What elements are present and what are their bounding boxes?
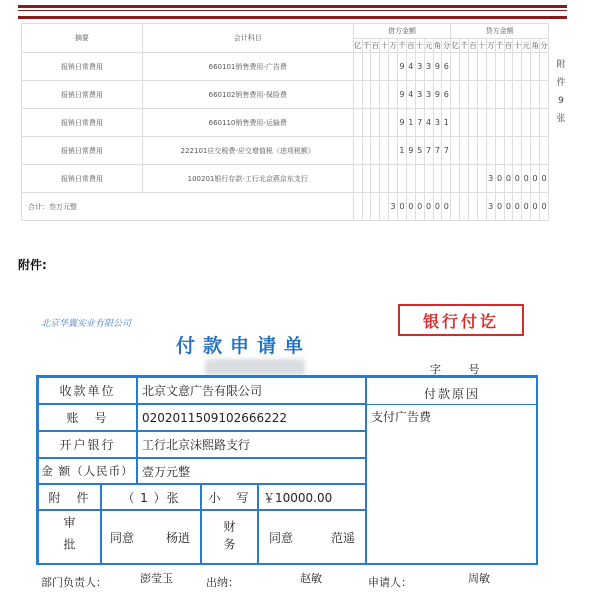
total-credit-digit xyxy=(460,193,469,221)
digit-unit-header: 百 xyxy=(504,39,513,53)
debit-digit: 3 xyxy=(424,81,433,109)
credit-digit xyxy=(495,109,504,137)
credit-digit xyxy=(531,53,540,81)
credit-digit xyxy=(486,81,495,109)
account-value: 0202011509102666222 xyxy=(137,404,366,431)
credit-digit xyxy=(504,137,513,165)
debit-digit xyxy=(362,165,371,193)
digit-unit-header: 万 xyxy=(389,39,398,53)
debit-digit: 7 xyxy=(433,137,442,165)
digit-unit-header: 千 xyxy=(495,39,504,53)
form-number-label: 字 号 xyxy=(430,363,492,376)
total-credit-digit: 0 xyxy=(495,193,504,221)
debit-digit xyxy=(389,81,398,109)
debit-digit: 1 xyxy=(442,109,451,137)
debit-digit: 3 xyxy=(433,109,442,137)
credit-digit xyxy=(486,137,495,165)
credit-digit xyxy=(504,53,513,81)
digit-unit-header: 亿 xyxy=(353,39,362,53)
digit-unit-header: 亿 xyxy=(451,39,460,53)
credit-digit xyxy=(540,109,549,137)
debit-digit xyxy=(398,165,407,193)
credit-digit xyxy=(540,81,549,109)
payee-label: 收款单位 xyxy=(38,377,137,404)
credit-digit xyxy=(460,109,469,137)
amount-value: 壹万元整 xyxy=(137,458,366,484)
debit-digit xyxy=(424,165,433,193)
attachment-count-char: 9 xyxy=(558,96,564,106)
payee-value: 北京文意广告有限公司 xyxy=(137,377,366,404)
total-debit-digit xyxy=(362,193,371,221)
voucher-summary: 报销日常费用 xyxy=(22,109,143,137)
debit-digit xyxy=(389,137,398,165)
digit-unit-header: 分 xyxy=(442,39,451,53)
debit-digit: 7 xyxy=(424,137,433,165)
total-credit-digit xyxy=(469,193,478,221)
debit-digit: 3 xyxy=(415,81,424,109)
reason-label: 付款原因 xyxy=(366,377,538,404)
credit-digit xyxy=(522,109,531,137)
voucher-account: 660102销售费用-保险费 xyxy=(142,81,353,109)
digit-unit-header: 千 xyxy=(460,39,469,53)
debit-digit: 9 xyxy=(398,109,407,137)
approval-value: 同意 xyxy=(110,531,135,545)
credit-digit: 0 xyxy=(522,165,531,193)
credit-digit xyxy=(469,137,478,165)
debit-digit xyxy=(353,109,362,137)
credit-digit xyxy=(495,81,504,109)
debit-digit xyxy=(433,165,442,193)
applicant-label: 申请人： xyxy=(368,576,412,589)
debit-digit xyxy=(389,53,398,81)
credit-digit xyxy=(451,165,460,193)
finance-cell xyxy=(258,510,366,565)
voucher-row xyxy=(22,81,549,109)
voucher-summary: 报销日常费用 xyxy=(22,165,143,193)
debit-digit xyxy=(362,137,371,165)
digit-unit-header: 元 xyxy=(424,39,433,53)
credit-digit xyxy=(513,81,522,109)
attachment-count-column xyxy=(552,56,570,128)
debit-digit xyxy=(353,137,362,165)
voucher-row xyxy=(22,109,549,137)
voucher-row xyxy=(22,53,549,81)
total-credit-digit: 0 xyxy=(540,193,549,221)
total-credit-digit: 0 xyxy=(513,193,522,221)
digit-unit-header: 十 xyxy=(380,39,389,53)
debit-digit xyxy=(380,81,389,109)
credit-digit xyxy=(531,81,540,109)
digit-unit-header: 元 xyxy=(522,39,531,53)
credit-digit xyxy=(513,137,522,165)
total-debit-digit: 0 xyxy=(424,193,433,221)
reason-value: 支付广告费 xyxy=(366,404,538,565)
digit-unit-header: 角 xyxy=(433,39,442,53)
credit-digit xyxy=(522,137,531,165)
cashier-label: 出纳： xyxy=(206,576,239,589)
dept-head-label: 部门负责人： xyxy=(41,576,107,589)
debit-digit: 6 xyxy=(442,53,451,81)
digit-unit-header: 百 xyxy=(469,39,478,53)
total-debit-digit: 0 xyxy=(442,193,451,221)
credit-digit xyxy=(531,109,540,137)
total-credit-digit xyxy=(451,193,460,221)
voucher-total-label: 合计：叁万元整 xyxy=(22,193,354,221)
total-credit-digit: 0 xyxy=(522,193,531,221)
credit-digit xyxy=(531,137,540,165)
total-credit-digit: 0 xyxy=(504,193,513,221)
digit-unit-header: 十 xyxy=(513,39,522,53)
debit-digit xyxy=(380,53,389,81)
approval-label: 审批 xyxy=(38,510,101,565)
credit-digit xyxy=(460,165,469,193)
payment-request-form xyxy=(36,375,538,565)
total-credit-digit: 0 xyxy=(531,193,540,221)
credit-digit xyxy=(469,165,478,193)
debit-digit xyxy=(371,137,380,165)
credit-digit xyxy=(451,81,460,109)
credit-digit xyxy=(469,109,478,137)
debit-digit: 1 xyxy=(406,109,415,137)
credit-digit: 0 xyxy=(495,165,504,193)
voucher-head-credit: 贷方金额 xyxy=(451,24,549,39)
debit-digit xyxy=(415,165,424,193)
voucher-summary: 报销日常费用 xyxy=(22,53,143,81)
debit-digit xyxy=(353,165,362,193)
debit-digit xyxy=(380,109,389,137)
debit-digit: 5 xyxy=(415,137,424,165)
digit-unit-header: 千 xyxy=(362,39,371,53)
accounting-voucher-table xyxy=(21,23,549,221)
credit-digit xyxy=(540,53,549,81)
voucher-account: 222101应交税费-应交增值税（进项税额） xyxy=(142,137,353,165)
digit-unit-header: 角 xyxy=(531,39,540,53)
applicant-signature: 周敏 xyxy=(468,572,490,585)
cashier-signature: 赵敏 xyxy=(300,572,322,585)
finance-label: 财务 xyxy=(201,510,258,565)
bank-label: 开户银行 xyxy=(38,431,137,458)
debit-digit xyxy=(371,109,380,137)
debit-digit: 3 xyxy=(424,53,433,81)
credit-digit: 0 xyxy=(504,165,513,193)
digit-unit-header: 十 xyxy=(477,39,486,53)
debit-digit: 9 xyxy=(433,81,442,109)
digit-unit-header: 分 xyxy=(540,39,549,53)
debit-digit xyxy=(362,109,371,137)
credit-digit xyxy=(477,165,486,193)
voucher-account: 660101销售费用-广告费 xyxy=(142,53,353,81)
debit-digit: 1 xyxy=(398,137,407,165)
voucher-row xyxy=(22,165,549,193)
voucher-summary: 报销日常费用 xyxy=(22,137,143,165)
credit-digit xyxy=(513,109,522,137)
bank-value: 工行北京沫熙路支行 xyxy=(137,431,366,458)
debit-digit xyxy=(442,165,451,193)
voucher-account: 660110销售费用-运输费 xyxy=(142,109,353,137)
credit-digit: 0 xyxy=(531,165,540,193)
form-title: 付款申请单 xyxy=(176,335,312,357)
debit-digit: 4 xyxy=(406,81,415,109)
debit-digit xyxy=(362,81,371,109)
digit-unit-header: 千 xyxy=(398,39,407,53)
debit-digit xyxy=(371,81,380,109)
debit-digit: 4 xyxy=(424,109,433,137)
credit-digit xyxy=(451,53,460,81)
debit-digit: 4 xyxy=(406,53,415,81)
total-credit-digit xyxy=(477,193,486,221)
digit-unit-header: 百 xyxy=(371,39,380,53)
total-debit-digit xyxy=(353,193,362,221)
credit-digit xyxy=(469,53,478,81)
attachment-count-char: 张 xyxy=(556,114,566,124)
attach-label: 附 件 xyxy=(38,484,101,510)
total-debit-digit: 3 xyxy=(389,193,398,221)
bank-paid-stamp: 银行付讫 xyxy=(398,304,524,336)
finance-value: 同意 xyxy=(269,531,294,545)
debit-digit xyxy=(389,165,398,193)
account-label: 账 号 xyxy=(38,404,137,431)
debit-digit xyxy=(371,165,380,193)
company-name: 北京华翼实业有限公司 xyxy=(41,319,132,329)
voucher-account: 100201银行存款-工行北京燕京东支行 xyxy=(142,165,353,193)
credit-digit: 3 xyxy=(486,165,495,193)
debit-digit xyxy=(371,53,380,81)
dept-head-signature: 澎莹玉 xyxy=(140,572,173,585)
debit-digit: 9 xyxy=(398,81,407,109)
credit-digit: 0 xyxy=(540,165,549,193)
top-divider xyxy=(18,5,567,19)
total-debit-digit: 0 xyxy=(433,193,442,221)
debit-digit: 7 xyxy=(415,109,424,137)
credit-digit xyxy=(460,137,469,165)
debit-digit: 9 xyxy=(433,53,442,81)
credit-digit xyxy=(504,81,513,109)
debit-digit xyxy=(406,165,415,193)
credit-digit xyxy=(460,53,469,81)
debit-digit xyxy=(389,109,398,137)
voucher-head-debit: 借方金额 xyxy=(353,24,451,39)
approval-signer: 杨逍 xyxy=(165,531,190,545)
credit-digit xyxy=(486,53,495,81)
credit-digit xyxy=(495,53,504,81)
blurred-region xyxy=(205,359,305,375)
credit-digit xyxy=(522,53,531,81)
debit-digit xyxy=(353,53,362,81)
debit-digit: 6 xyxy=(442,81,451,109)
debit-digit xyxy=(380,165,389,193)
debit-digit xyxy=(380,137,389,165)
credit-digit xyxy=(495,137,504,165)
total-debit-digit xyxy=(380,193,389,221)
attachment-count-char: 件 xyxy=(556,78,566,88)
debit-digit: 9 xyxy=(398,53,407,81)
approval-cell xyxy=(101,510,201,565)
credit-digit xyxy=(477,53,486,81)
digit-unit-header: 百 xyxy=(406,39,415,53)
credit-digit xyxy=(477,137,486,165)
total-debit-digit: 0 xyxy=(415,193,424,221)
credit-digit xyxy=(504,109,513,137)
voucher-head-account: 会计科目 xyxy=(142,24,353,53)
total-debit-digit: 0 xyxy=(398,193,407,221)
debit-digit: 9 xyxy=(406,137,415,165)
credit-digit xyxy=(522,81,531,109)
credit-digit xyxy=(486,109,495,137)
total-credit-digit: 3 xyxy=(486,193,495,221)
credit-digit xyxy=(477,109,486,137)
debit-digit xyxy=(353,81,362,109)
credit-digit xyxy=(451,109,460,137)
amount-label: 金 额（人民币） xyxy=(38,458,137,484)
total-debit-digit xyxy=(371,193,380,221)
finance-signer: 范遥 xyxy=(330,531,355,545)
credit-digit xyxy=(460,81,469,109)
lower-amount-value: ￥10000.00 xyxy=(258,484,366,510)
credit-digit xyxy=(513,53,522,81)
debit-digit: 7 xyxy=(442,137,451,165)
debit-digit: 3 xyxy=(415,53,424,81)
credit-digit xyxy=(451,137,460,165)
lower-amount-label: 小 写 xyxy=(201,484,258,510)
credit-digit xyxy=(540,137,549,165)
voucher-row xyxy=(22,137,549,165)
voucher-summary: 报销日常费用 xyxy=(22,81,143,109)
total-debit-digit: 0 xyxy=(406,193,415,221)
attachment-count-char: 附 xyxy=(556,60,566,70)
voucher-head-summary: 摘要 xyxy=(22,24,143,53)
attach-count: （ 1 ）张 xyxy=(101,484,201,510)
debit-digit xyxy=(362,53,371,81)
digit-unit-header: 十 xyxy=(415,39,424,53)
credit-digit: 0 xyxy=(513,165,522,193)
digit-unit-header: 万 xyxy=(486,39,495,53)
credit-digit xyxy=(477,81,486,109)
credit-digit xyxy=(469,81,478,109)
attachments-heading: 附件: xyxy=(18,258,47,272)
